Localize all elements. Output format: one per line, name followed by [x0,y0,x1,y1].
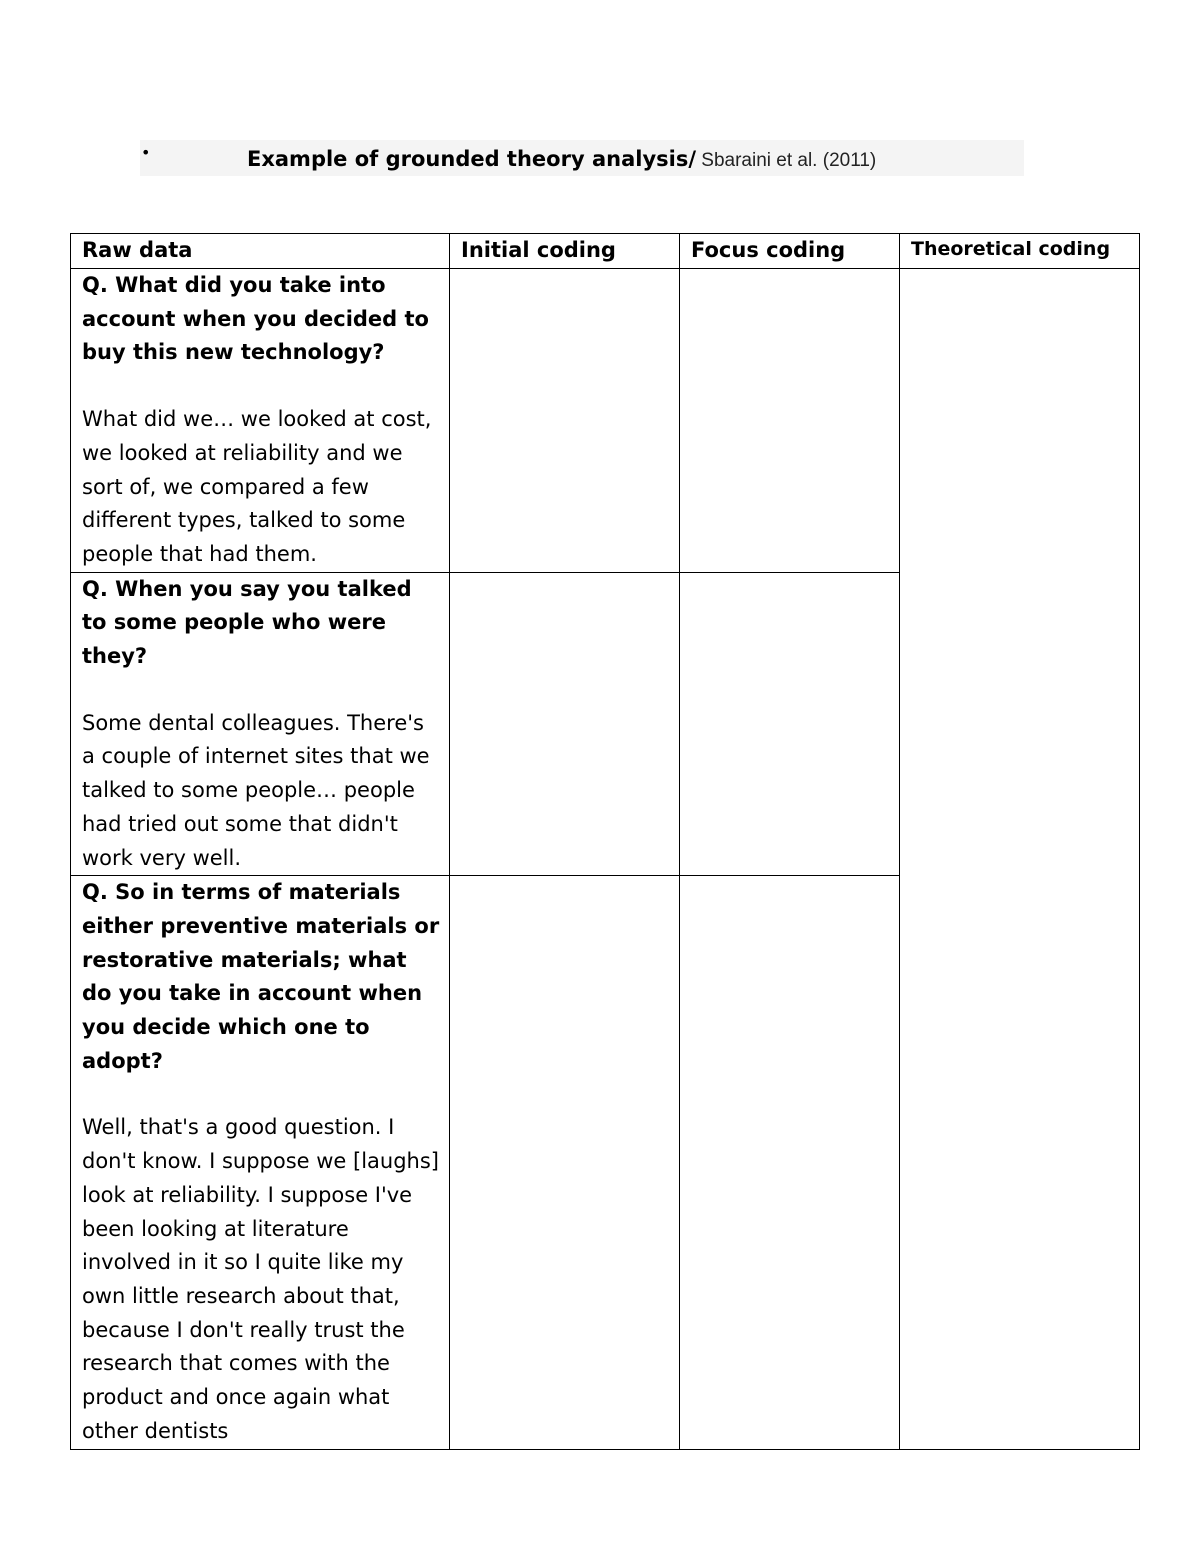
focus-coding-cell [680,876,900,1449]
raw-data-cell [71,876,450,1449]
column-header-focus-coding: Focus coding [680,234,900,269]
initial-coding-cell [450,269,680,573]
theoretical-coding-cell [900,269,1140,1450]
initial-coding-cell [450,876,680,1449]
table-row [71,269,1140,573]
bullet-point: • [141,143,151,162]
focus-coding-cell [680,269,900,573]
initial-coding-cell [450,572,680,876]
title-text: Example of grounded theory analysis/ [247,147,696,171]
interview-question: Q. What did you take into account when you decided to buy this new technology? [82,273,429,365]
interview-question: Q. So in terms of materials either preventive materials or restorative materials; what do you take in account when you decide which one to adopt? [82,880,440,1073]
column-header-initial-coding: Initial coding [450,234,680,269]
raw-data-cell [71,572,450,876]
interview-answer: What did we… we looked at cost, we looked at reliability and we sort of, we compared a few different types, talked to some people that had them. [82,407,432,566]
focus-coding-cell [680,572,900,876]
interview-answer: Some dental colleagues. There's a couple of internet sites that we talked to some people… people had tried out some that didn't work very well. [82,710,430,870]
page-title [247,143,876,177]
raw-data-cell [71,269,450,573]
column-header-theoretical-coding: Theoretical coding [900,234,1140,269]
column-header-raw-data: Raw data [71,234,450,269]
coding-table [70,233,1140,1450]
citation-text: Sbaraini et al. (2011) [696,150,877,171]
interview-question: Q. When you say you talked to some people who were they? [82,576,412,669]
interview-answer: Well, that's a good question. I don't know. I suppose we [laughs] look at reliability. I suppose I've been looking at literature involved in it so I quite like my own little research about that, because I don't really trust the research that comes with the product and once again what other dentists [82,1115,439,1443]
table-header-row [71,234,1140,269]
